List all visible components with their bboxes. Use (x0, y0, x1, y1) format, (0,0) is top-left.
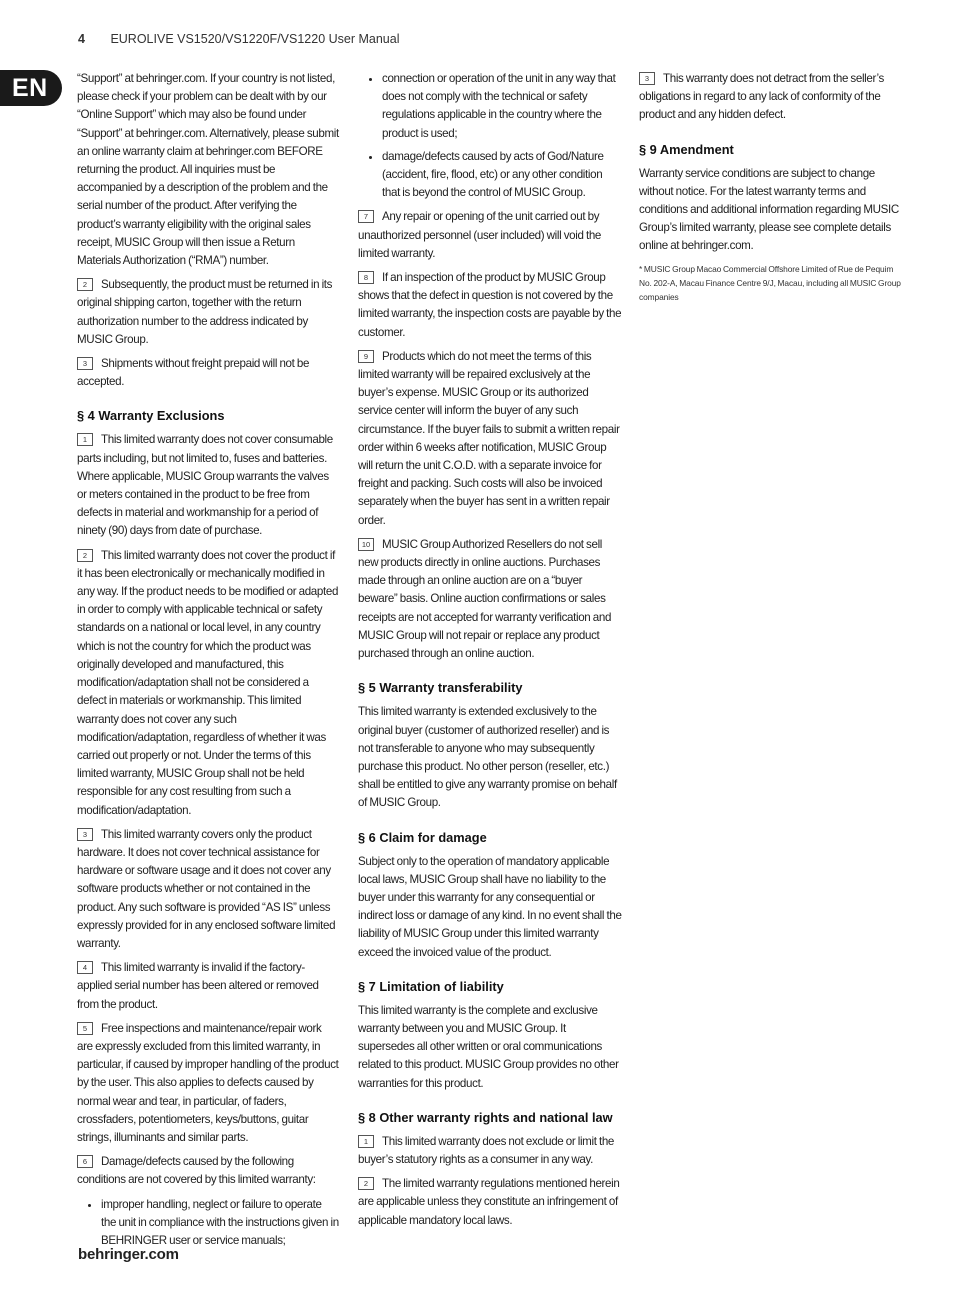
item-4-8: 8 If an inspection of the product by MUSIC Group shows that the defect in question is not covered by the limited warranty, the inspection costs are payable by the customer. (358, 271, 622, 339)
item-4-10: 10 MUSIC Group Authorized Resellers do not sell new products directly in online auctions. Purchases made through an online auction are on a “buyer beware” basis. Online auction confirmations or sales receipts are not accepted for warranty verification and MUSIC Group will not repair or replace any product purchased through an online auction. (358, 537, 612, 661)
footnote (639, 262, 904, 304)
item-4-5: 5 Free inspections and maintenance/repair work are expressly excluded from this limited warranty, in particular, if caused by improper handling of the product by the user. This also applies to defects caused by normal wear and tear, in particular, of faders, crossfaders, potentiometers, keys/buttons, guitar strings, illuminants and similar parts. (77, 1021, 339, 1144)
item-number-badge: 1 (358, 1135, 374, 1148)
section-6-body: Subject only to the operation of mandatory applicable local laws, MUSIC Group shall have no liability to the buyer under this warranty for any consequential or indirect loss or damage of any kind. In no event shall the liability of MUSIC Group under this limited warranty exceed the invoiced value of the product. (358, 854, 622, 959)
item-number-badge: 10 (358, 538, 374, 551)
section-5-body: This limited warranty is extended exclusively to the original buyer (customer of authorized reseller) and is not transferable to anyone who may subsequently purchase this product. No other person (reseller, etc.) shall be entitled to give any warranty promise on behalf of MUSIC Group. (358, 705, 617, 810)
item-8-1: 1 This limited warranty does not exclude or limit the buyer’s statutory rights as a consumer in any way. (358, 1134, 615, 1166)
item-8-3: 3 This warranty does not detract from the seller’s obligations in regard to any lack of conformity of the product and any hidden defect. (639, 72, 884, 122)
section-5-heading: § 5 Warranty transferability (358, 680, 523, 696)
column-1 (77, 70, 339, 1256)
item-number-badge: 3 (77, 357, 93, 370)
behringer-logo: behringer.com (78, 1246, 179, 1263)
language-tab: EN (0, 70, 62, 106)
item-4-6: 6 Damage/defects caused by the following conditions are not covered by this limited warranty: (77, 1155, 316, 1187)
item-number-badge: 6 (77, 1155, 93, 1168)
section-7-heading: § 7 Limitation of liability (358, 978, 504, 994)
page-number: 4 (78, 32, 85, 46)
item-4-7: 7 Any repair or opening of the unit carried out by unauthorized personnel (user included) will void the limited warranty. (358, 210, 602, 260)
item-number-badge: 9 (358, 350, 374, 363)
exclusion-bullet-list (77, 1196, 339, 1251)
item-number-badge: 2 (77, 278, 93, 291)
item-number-badge: 4 (77, 961, 93, 974)
item-3-2: 2 Subsequently, the product must be returned in its original shipping carton, together with the return authorization number to the address indicated by MUSIC Group. (77, 278, 333, 346)
item-number-badge: 7 (358, 210, 374, 223)
item-3-3: 3 Shipments without freight prepaid will not be accepted. (77, 357, 310, 389)
section-9-body: Warranty service conditions are subject to change without notice. For the latest warranty terms and conditions and additional information regarding MUSIC Group’s limited warranty, please see complete details online at behringer.com. (639, 166, 899, 253)
list-item: • damage/defects caused by acts of God/Nature (accident, fire, flood, etc) or any other condition that is beyond the control of MUSIC Group. (382, 148, 622, 203)
item-4-4: 4 This limited warranty is invalid if the factory-applied serial number has been altered or removed from the product. (77, 961, 319, 1011)
item-number-badge: 3 (639, 72, 655, 85)
item-number-badge: 1 (77, 433, 93, 446)
section-6-heading: § 6 Claim for damage (358, 829, 487, 845)
item-number-badge: 2 (358, 1177, 374, 1190)
item-4-1: 1 This limited warranty does not cover consumable parts including, but not limited to, fuses and batteries. Where applicable, MUSIC Group warrants the valves or meters contained in the product to be free from defects in material and workmanship for a period of ninety (90) days from date of purchase. (77, 433, 333, 538)
column-2 (358, 70, 622, 1236)
item-number-badge: 3 (77, 828, 93, 841)
item-8-2: 2 The limited warranty regulations mentioned herein are applicable unless they constitute an infringement of applicable mandatory local laws. (358, 1177, 620, 1227)
exclusion-bullet-list-cont (358, 70, 622, 202)
section-9-heading: § 9 Amendment (639, 141, 734, 157)
item-number-badge: 8 (358, 271, 374, 284)
item-4-2: 2 This limited warranty does not cover the product if it has been electronically or mechanically modified in any way. If the product needs to be modified or adapted in order to comply with applicable technical or safety standards on a national or local level, in any country which is not the country for which the product was originally developed and manufactured, this modification/adaptation shall not be considered a defect in materials or workmanship. This limited warranty does not cover any such modification/adaptation, regardless of whether it was carried out properly or not. Under the terms of this limited warranty, MUSIC Group shall not be held responsible for any cost resulting from such a modification/adaptation. (77, 548, 339, 817)
page-header (78, 32, 400, 46)
item-4-9: 9 Products which do not meet the terms of this limited warranty will be repaired exclusively at the buyer’s expense. MUSIC Group or its authorized service center will inform the buyer of any such circumstance. If the buyer fails to submit a written repair order within 6 weeks after notification, MUSIC Group will return the unit C.O.D. with a separate invoice for freight and packing. Such costs will also be invoiced separately when the buyer has sent in a written repair order. (358, 349, 620, 527)
column-3 (639, 70, 904, 310)
list-item: • connection or operation of the unit in any way that does not comply with the technical or safety regulations applicable in the country where the product is used; (382, 70, 622, 143)
item-number-badge: 2 (77, 549, 93, 562)
item-number-badge: 5 (77, 1022, 93, 1035)
footnote-text: * MUSIC Group Macao Commercial Offshore Limited of Rue de Pequim No. 202-A, Macau Finance Centre 9/J, Macau, including all MUSIC Group companies (639, 263, 901, 302)
item-4-3: 3 This limited warranty covers only the product hardware. It does not cover technical assistance for hardware or software usage and it does not cover any software products whether or not contained in the product. Any such software is provided “AS IS” unless expressly provided for in any enclosed software limited warranty. (77, 827, 336, 950)
section-8-heading: § 8 Other warranty rights and national law (358, 1109, 613, 1125)
list-item: • improper handling, neglect or failure to operate the unit in compliance with the instructions given in BEHRINGER user or service manuals; (101, 1196, 339, 1251)
section-7-body: This limited warranty is the complete and exclusive warranty between you and MUSIC Group. It supersedes all other written or oral communications related to this product. MUSIC Group provides no other warranties for this product. (358, 1003, 619, 1090)
manual-title: EUROLIVE VS1520/VS1220F/VS1220 User Manual (110, 32, 400, 46)
intro-paragraph: “Support” at behringer.com. If your country is not listed, please check if your problem can be dealt with by our “Online Support” which may also be found under “Support” at behringer.com. Alternatively, please submit an online warranty claim at behringer.com BEFORE returning the product. All inquiries must be accompanied by a description of the problem and the serial number of the product. After verifying the product’s warranty eligibility with the original sales receipt, MUSIC Group will then issue a Return Materials Authorization (“RMA”) number. (77, 72, 339, 268)
section-4-heading: § 4 Warranty Exclusions (77, 408, 225, 424)
